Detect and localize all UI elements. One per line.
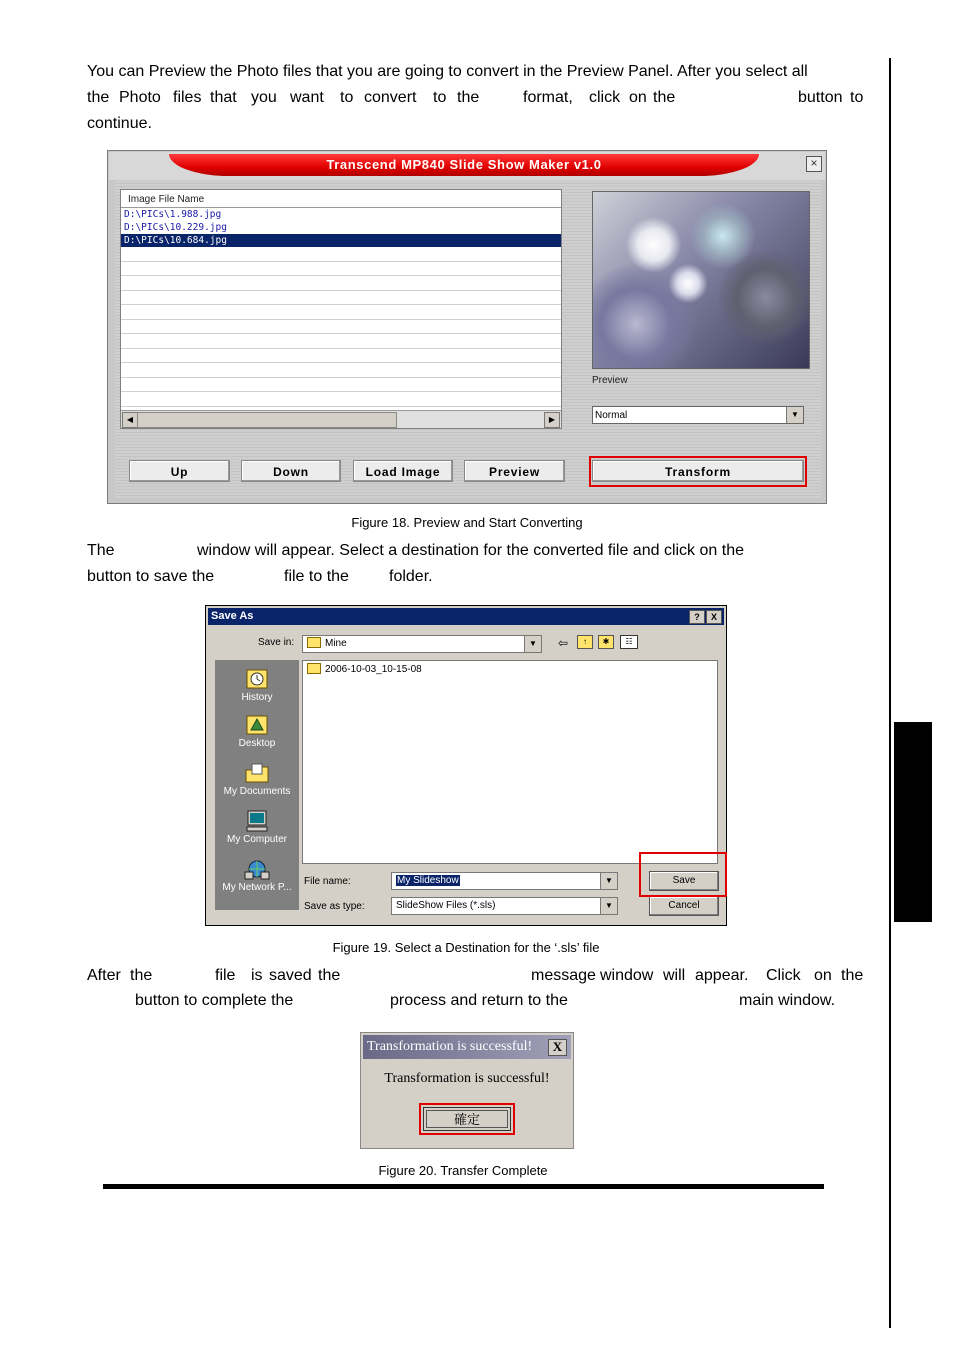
desktop-icon bbox=[244, 714, 270, 736]
cancel-button[interactable]: Cancel bbox=[649, 896, 719, 916]
word: appear. bbox=[695, 967, 749, 984]
dialog-title: Save As bbox=[211, 610, 254, 622]
my-documents-icon bbox=[244, 762, 270, 784]
success-message: Transformation is successful! bbox=[384, 1071, 550, 1086]
title-banner bbox=[169, 154, 759, 176]
column-header[interactable]: Image File Name bbox=[121, 190, 561, 208]
word: The bbox=[87, 542, 115, 559]
word: you bbox=[251, 89, 277, 106]
word: file bbox=[215, 967, 236, 984]
file-row[interactable]: D:\PICs\1.988.jpg bbox=[124, 209, 222, 220]
word: to bbox=[850, 89, 864, 106]
place-my-computer[interactable] bbox=[215, 810, 299, 845]
place-label: My Documents bbox=[223, 786, 291, 797]
place-my-documents[interactable] bbox=[215, 762, 299, 797]
word: message bbox=[531, 967, 596, 984]
word: will bbox=[663, 967, 686, 984]
load-image-button[interactable]: Load Image bbox=[353, 460, 453, 482]
word: button bbox=[798, 89, 843, 106]
close-icon[interactable]: X bbox=[548, 1039, 567, 1056]
chevron-down-icon[interactable]: ▼ bbox=[786, 407, 803, 423]
figure-20-caption: Figure 20. Transfer Complete bbox=[378, 1163, 548, 1178]
text-run: process and return to the bbox=[390, 992, 568, 1009]
view-menu-icon[interactable]: ☷ bbox=[620, 635, 638, 649]
history-icon bbox=[244, 668, 270, 690]
places-bar bbox=[215, 660, 299, 910]
save-as-type-label: Save as type: bbox=[304, 901, 365, 912]
highlight-box bbox=[639, 852, 727, 897]
word: on bbox=[629, 89, 647, 106]
up-button[interactable]: Up bbox=[129, 460, 230, 482]
horizontal-scrollbar[interactable] bbox=[121, 410, 561, 428]
intro-line-3: continue. bbox=[87, 115, 152, 132]
title-bar bbox=[363, 1035, 571, 1059]
preview-label: Preview bbox=[592, 375, 628, 386]
word: convert bbox=[364, 89, 417, 106]
folder-icon bbox=[307, 663, 321, 674]
figure-19-caption: Figure 19. Select a Destination for the ‘.sls’ file bbox=[332, 940, 600, 955]
place-label: My Computer bbox=[226, 834, 287, 845]
folder-item[interactable] bbox=[307, 664, 422, 675]
file-name-label: File name: bbox=[304, 876, 351, 887]
text-run: button to complete the bbox=[135, 992, 294, 1009]
help-icon[interactable]: ? bbox=[689, 610, 705, 624]
word: the bbox=[318, 967, 341, 984]
save-as-type-select[interactable] bbox=[391, 897, 618, 915]
para2-line-1 bbox=[87, 538, 868, 564]
success-dialog bbox=[360, 1032, 574, 1149]
dialog-title: Transformation is successful! bbox=[367, 1039, 533, 1054]
word: format, bbox=[523, 89, 573, 106]
transform-button[interactable]: Transform bbox=[592, 460, 804, 482]
title-bar bbox=[109, 152, 825, 180]
word: want bbox=[290, 89, 324, 106]
word: that bbox=[210, 89, 237, 106]
para3-line-1 bbox=[87, 963, 868, 989]
up-folder-icon[interactable]: ↑ bbox=[577, 635, 593, 649]
word: the bbox=[130, 967, 153, 984]
highlight-box bbox=[589, 456, 807, 487]
save-in-combo[interactable] bbox=[302, 635, 542, 653]
word: the bbox=[457, 89, 480, 106]
file-row-selected[interactable]: D:\PICs\10.684.jpg bbox=[121, 234, 561, 247]
close-icon[interactable]: X bbox=[706, 610, 722, 624]
my-computer-icon bbox=[244, 810, 270, 832]
scroll-right-icon[interactable]: ▶ bbox=[544, 412, 560, 428]
highlight-box bbox=[419, 1103, 515, 1135]
word: saved bbox=[269, 967, 312, 984]
my-network-icon bbox=[244, 858, 270, 880]
window-title: Transcend MP840 Slide Show Maker v1.0 bbox=[326, 157, 602, 172]
para2-line-2 bbox=[87, 564, 868, 590]
empty-rows bbox=[121, 247, 561, 407]
page-tab bbox=[894, 722, 932, 922]
text-run: button to save the bbox=[87, 568, 215, 585]
intro-line-2 bbox=[87, 85, 868, 111]
place-my-network[interactable] bbox=[215, 858, 299, 893]
text-run: file to the bbox=[284, 568, 349, 585]
save-in-value: Mine bbox=[325, 638, 347, 649]
preview-image bbox=[592, 191, 810, 369]
place-desktop[interactable] bbox=[215, 714, 299, 749]
close-icon[interactable]: × bbox=[806, 156, 822, 172]
word: click bbox=[589, 89, 621, 106]
text-run: folder. bbox=[389, 568, 433, 585]
word: Click bbox=[766, 967, 801, 984]
mode-select[interactable] bbox=[592, 406, 804, 424]
place-history[interactable] bbox=[215, 668, 299, 703]
word: the bbox=[653, 89, 676, 106]
file-name-value: My Slideshow bbox=[397, 875, 459, 886]
new-folder-icon[interactable]: ✱ bbox=[598, 635, 614, 649]
save-as-type-value: SlideShow Files (*.sls) bbox=[396, 900, 496, 911]
place-label: History bbox=[241, 692, 273, 703]
vertical-rule bbox=[889, 58, 891, 1328]
place-label: Desktop bbox=[238, 738, 276, 749]
file-list[interactable] bbox=[302, 660, 718, 864]
save-in-label: Save in: bbox=[258, 637, 295, 648]
ok-button[interactable]: 確定 bbox=[423, 1107, 511, 1131]
chevron-down-icon[interactable]: ▼ bbox=[524, 636, 541, 652]
preview-button[interactable]: Preview bbox=[464, 460, 565, 482]
intro-line-1: You can Preview the Photo files that you are going to convert in the Preview Panel. After you select all bbox=[87, 63, 808, 80]
scroll-thumb[interactable] bbox=[137, 412, 397, 428]
word: files bbox=[173, 89, 202, 106]
scroll-left-icon[interactable]: ◀ bbox=[122, 412, 138, 428]
word: Photo bbox=[119, 89, 161, 106]
word: to bbox=[340, 89, 354, 106]
word: on bbox=[814, 967, 832, 984]
word: window bbox=[600, 967, 654, 984]
place-label: My Network P... bbox=[222, 882, 292, 893]
slide-show-maker-window bbox=[107, 150, 827, 504]
word: to bbox=[433, 89, 447, 106]
word: is bbox=[251, 967, 263, 984]
save-button[interactable]: Save bbox=[649, 871, 719, 891]
text-run: window will appear. Select a destination for the converted file and click on the bbox=[197, 542, 744, 559]
para3-line-2 bbox=[87, 988, 868, 1014]
horizontal-rule bbox=[103, 1184, 824, 1189]
title-bar bbox=[208, 608, 724, 625]
figure-18-caption: Figure 18. Preview and Start Converting bbox=[351, 515, 583, 530]
folder-item-label: 2006-10-03_10-15-08 bbox=[325, 664, 422, 676]
chevron-down-icon[interactable]: ▼ bbox=[600, 898, 617, 914]
image-file-list[interactable] bbox=[120, 189, 562, 429]
text-run: main window. bbox=[739, 992, 836, 1009]
word: After bbox=[87, 967, 121, 984]
folder-icon bbox=[307, 637, 321, 648]
chevron-down-icon[interactable]: ▼ bbox=[600, 873, 617, 889]
down-button[interactable]: Down bbox=[241, 460, 341, 482]
file-row[interactable]: D:\PICs\10.229.jpg bbox=[124, 222, 227, 233]
word: the bbox=[841, 967, 864, 984]
mode-value: Normal bbox=[595, 410, 628, 421]
back-icon[interactable]: ⇦ bbox=[558, 636, 569, 650]
file-name-input[interactable] bbox=[391, 872, 618, 890]
save-as-dialog bbox=[205, 605, 727, 926]
word: the bbox=[87, 89, 110, 106]
